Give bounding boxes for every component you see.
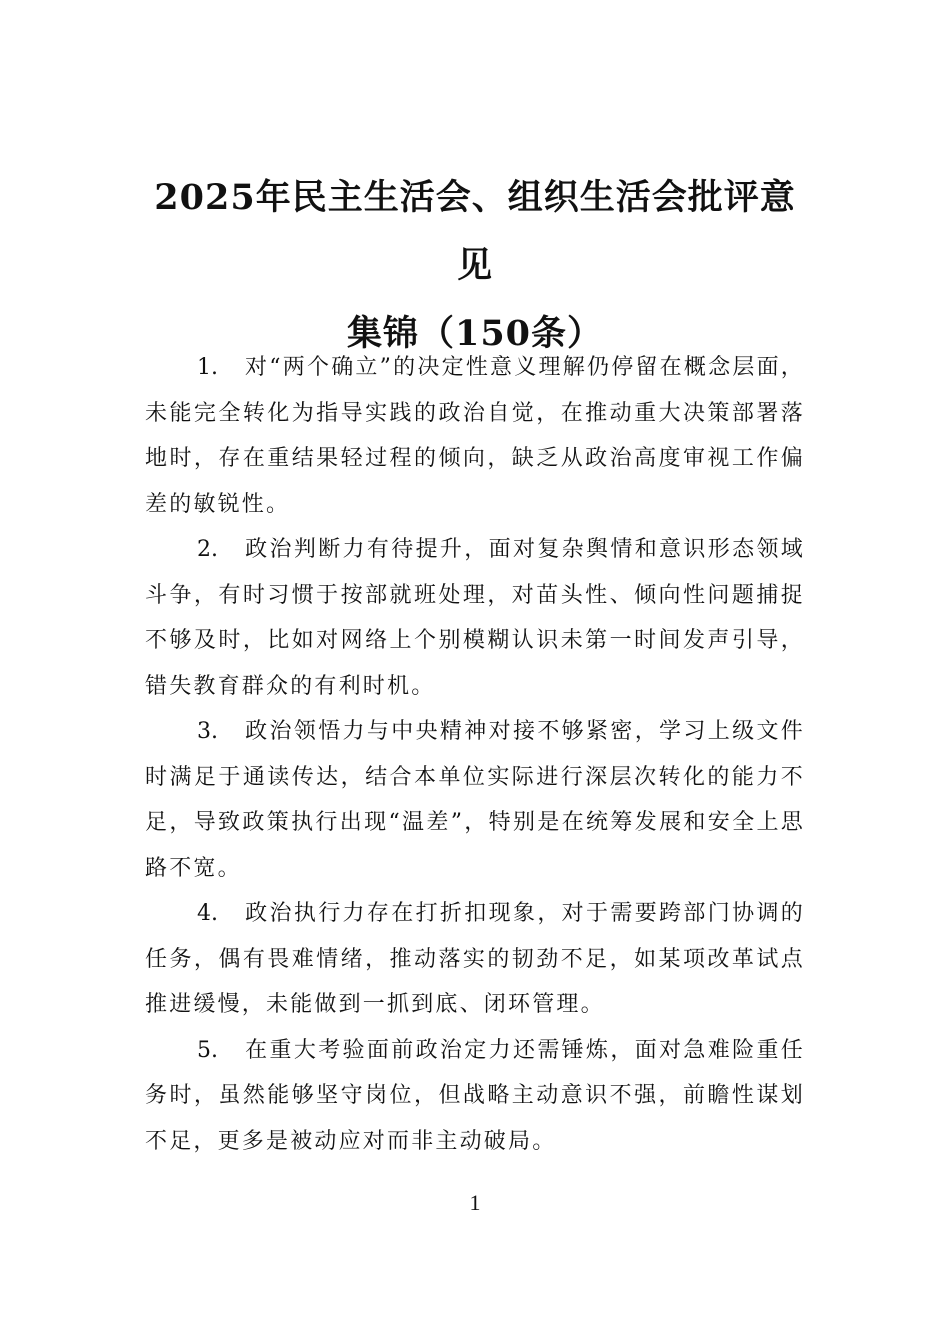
page-number: 1 [469,1190,481,1215]
list-item [145,891,805,1028]
list-item [145,527,805,709]
item-text: 政治执行力存在打折扣现象，对于需要跨部门协调的任务，偶有畏难情绪，推动落实的韧劲不足，如某项改革试点推进缓慢，未能做到一抓到底、闭环管理。 [145,901,805,1017]
item-text: 政治领悟力与中央精神对接不够紧密，学习上级文件时满足于通读传达，结合本单位实际进行深层次转化的能力不足，导致政策执行出现“温差”，特别是在统筹发展和安全上思路不宽。 [145,719,805,881]
title-line-2: 集锦（150条） [346,313,604,354]
item-number: 1. [197,355,218,380]
item-number: 5. [197,1037,218,1063]
item-number: 4. [197,901,218,926]
item-text: 在重大考验面前政治定力还需锤炼，面对急难险重任务时，虽然能够坚守岗位，但战略主动意识不强，前瞻性谋划不足，更多是被动应对而非主动破局。 [145,1037,805,1154]
list-item [145,345,805,527]
item-number: 3. [197,719,218,744]
item-number: 2. [197,537,218,562]
criticism-list [145,345,805,1164]
list-item [145,709,805,891]
list-item [145,1028,805,1165]
document-title [145,164,805,368]
item-text: 对“两个确立”的决定性意义理解仍停留在概念层面，未能完全转化为指导实践的政治自觉，在推动重大决策部署落地时，存在重结果轻过程的倾向，缺乏从政治高度审视工作偏差的敏锐性。 [145,355,805,517]
item-text: 政治判断力有待提升，面对复杂舆情和意识形态领域斗争，有时习惯于按部就班处理，对苗头性、倾向性问题捕捉不够及时，比如对网络上个别模糊认识未第一时间发声引导，错失教育群众的有利时机。 [145,537,805,699]
title-line-1: 2025年民主生活会、组织生活会批评意见 [154,177,796,286]
